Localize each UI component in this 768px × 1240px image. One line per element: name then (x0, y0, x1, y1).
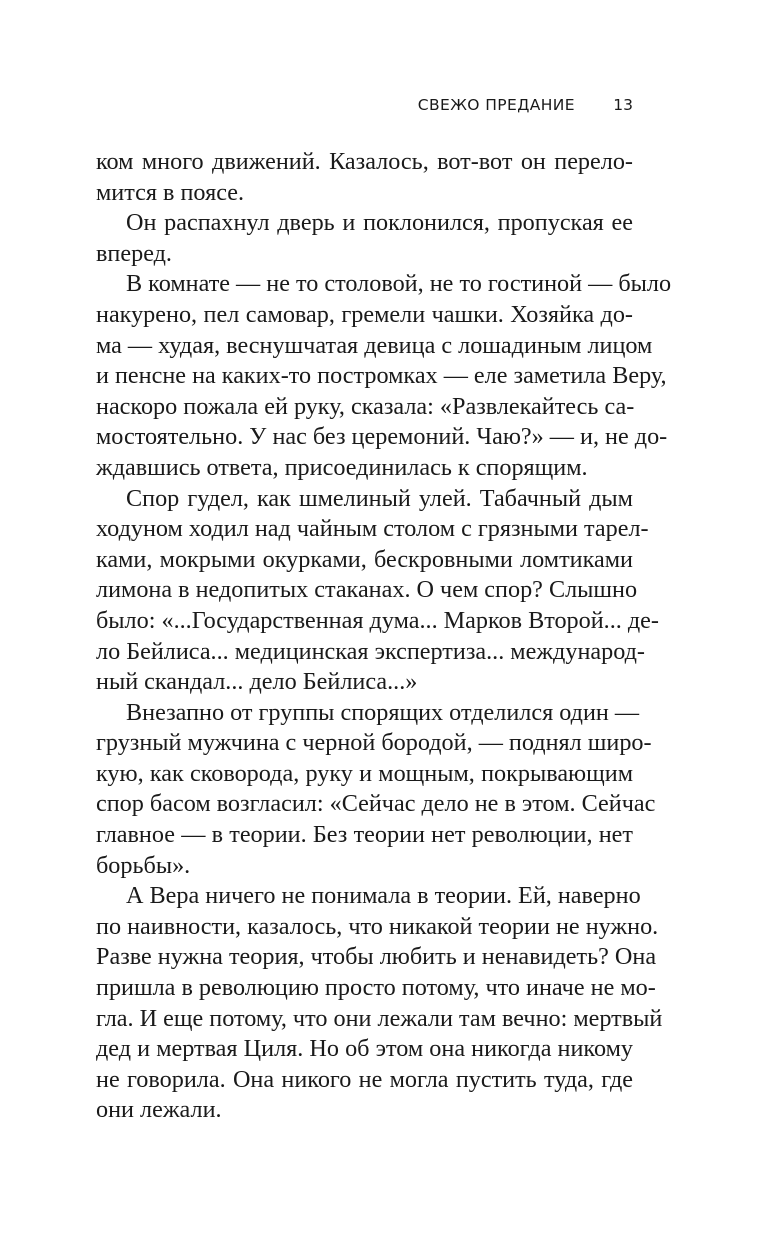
text-line: гла. И еще потому, что они лежали там вечно: мертвый (96, 1004, 663, 1032)
text-line: ходуном ходил над чайным столом с грязными тарел- (96, 515, 649, 543)
text-line: мостоятельно. У нас без церемоний. Чаю?» — и, не до- (96, 423, 668, 451)
text-line: по наивности, казалось, что никакой теории не нужно. (96, 912, 659, 940)
text-line: ма — худая, веснушчатая девица с лошадиным лицом (96, 331, 653, 359)
text-line: дед и мертвая Циля. Но об этом она никогда никому (96, 1035, 633, 1063)
text-line: вперед. (96, 239, 172, 267)
text-line: ло Бейлиса... медицинская экспертиза... международ- (96, 637, 645, 665)
page-number: 13 (613, 96, 633, 114)
text-line: накурено, пел самовар, гремели чашки. Хозяйка до- (96, 300, 633, 328)
text-line: Внезапно от группы спорящих отделился один — (126, 698, 640, 726)
text-line: борьбы». (96, 851, 191, 879)
text-line: ком много движений. Казалось, вот-вот он перело- (96, 148, 633, 175)
text-line: грузный мужчина с черной бородой, — поднял широ- (96, 729, 652, 757)
running-title: СВЕЖО ПРЕДАНИЕ (417, 96, 575, 114)
text-line: и пенсне на каких-то постромках — еле заметила Веру, (96, 362, 667, 390)
text-line: главное — в теории. Без теории нет революции, нет (96, 821, 633, 849)
text-line: ный скандал... дело Бейлиса...» (96, 668, 418, 696)
text-line: наскоро пожала ей руку, сказала: «Развлекайтесь са- (96, 392, 635, 420)
text-line: кую, как сковорода, руку и мощным, покрывающим (96, 759, 633, 787)
body-text (96, 147, 672, 1126)
text-line: не говорила. Она никого не могла пустить туда, где (96, 1065, 633, 1093)
text-line: пришла в революцию просто потому, что иначе не мо- (96, 974, 656, 1002)
text-line: Разве нужна теория, чтобы любить и ненавидеть? Она (96, 943, 657, 971)
text-line: Спор гудел, как шмелиный улей. Табачный дым (126, 484, 633, 512)
text-line: ками, мокрыми окурками, бескровными ломтиками (96, 545, 633, 573)
text-line: мится в поясе. (96, 178, 245, 206)
text-line: Он распахнул дверь и поклонился, пропуская ее (126, 209, 633, 237)
text-line: ждавшись ответа, присоединилась к спорящим. (96, 453, 588, 481)
text-line: они лежали. (96, 1096, 222, 1124)
text-line: было: «...Государственная дума... Марков Второй... де- (96, 606, 659, 634)
text-line: лимона в недопитых стаканах. О чем спор? Слышно (96, 576, 638, 604)
running-header (96, 96, 633, 118)
text-line: В комнате — не то столовой, не то гостиной — было (126, 270, 672, 298)
text-line: А Вера ничего не понимала в теории. Ей, наверно (126, 882, 641, 910)
text-line: спор басом возгласил: «Сейчас дело не в этом. Сейчас (96, 790, 656, 818)
